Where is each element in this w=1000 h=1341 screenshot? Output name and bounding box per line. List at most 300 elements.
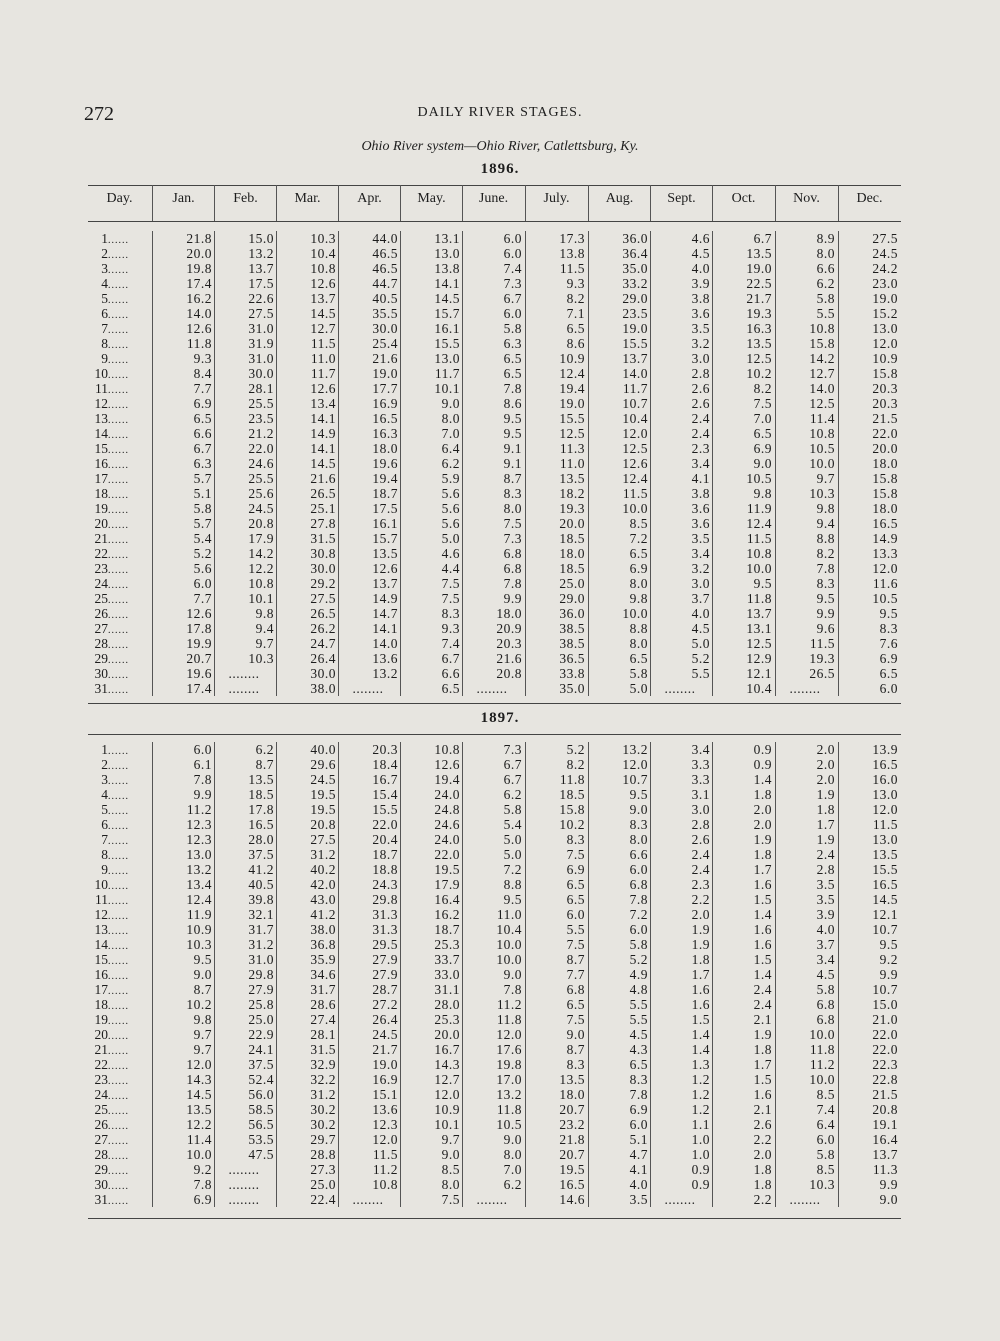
stage-value: 13.7 bbox=[872, 1147, 898, 1162]
stage-value: 2.4 bbox=[691, 411, 710, 426]
stage-value: 19.0 bbox=[622, 321, 648, 336]
stage-value: 10.7 bbox=[872, 922, 898, 937]
stage-value: 11.2 bbox=[496, 997, 522, 1012]
stage-value: 1.9 bbox=[816, 832, 835, 847]
stage-value: 1.7 bbox=[691, 967, 710, 982]
leader-dots: ...... bbox=[108, 866, 129, 877]
stage-value: 10.9 bbox=[434, 1102, 460, 1117]
stage-value: 7.8 bbox=[629, 1087, 648, 1102]
stage-value: 2.2 bbox=[753, 1192, 772, 1207]
leader-dots: ...... bbox=[108, 911, 129, 922]
stage-value: 21.0 bbox=[872, 1012, 898, 1027]
table-row bbox=[88, 501, 901, 516]
stage-value: 9.5 bbox=[629, 787, 648, 802]
stage-value: ........ bbox=[352, 681, 384, 696]
day-number: 22 bbox=[94, 1057, 108, 1072]
stage-value: 12.0 bbox=[496, 1027, 522, 1042]
stage-value: 9.3 bbox=[441, 621, 460, 636]
stage-value: 39.8 bbox=[248, 892, 274, 907]
stage-value: 10.0 bbox=[622, 606, 648, 621]
stage-value: 38.5 bbox=[559, 636, 585, 651]
stage-value: 9.7 bbox=[816, 471, 835, 486]
day-number: 14 bbox=[94, 426, 108, 441]
stage-value: 12.6 bbox=[372, 561, 398, 576]
day-number: 1 bbox=[101, 231, 108, 246]
stage-value: 7.8 bbox=[816, 561, 835, 576]
stage-value: 33.0 bbox=[434, 967, 460, 982]
stage-value: 5.8 bbox=[816, 982, 835, 997]
stage-value: 11.5 bbox=[622, 486, 648, 501]
stage-value: 3.4 bbox=[691, 456, 710, 471]
stage-value: 29.8 bbox=[248, 967, 274, 982]
stage-value: 10.1 bbox=[434, 381, 460, 396]
stage-value: 10.0 bbox=[622, 501, 648, 516]
stage-value: ........ bbox=[476, 1192, 508, 1207]
stage-value: ........ bbox=[352, 1192, 384, 1207]
stage-value: 10.3 bbox=[186, 937, 212, 952]
day-number: 27 bbox=[94, 1132, 108, 1147]
table-row bbox=[88, 336, 901, 351]
stage-value: 5.8 bbox=[629, 666, 648, 681]
day-number: 7 bbox=[101, 832, 108, 847]
day-number: 26 bbox=[94, 1117, 108, 1132]
stage-value: 1.5 bbox=[691, 1012, 710, 1027]
stage-value: 6.9 bbox=[566, 862, 585, 877]
stage-value: 15.7 bbox=[372, 531, 398, 546]
stage-value: 8.3 bbox=[503, 486, 522, 501]
leader-dots: ...... bbox=[108, 1016, 129, 1027]
stage-value: 26.4 bbox=[310, 651, 336, 666]
stage-value: 26.5 bbox=[809, 666, 835, 681]
stage-value: 15.0 bbox=[872, 997, 898, 1012]
stage-value: 12.0 bbox=[622, 426, 648, 441]
stage-value: 5.5 bbox=[816, 306, 835, 321]
table-row bbox=[88, 1012, 901, 1027]
stage-value: 20.8 bbox=[248, 516, 274, 531]
stage-value: 10.9 bbox=[186, 922, 212, 937]
stage-value: 2.3 bbox=[691, 441, 710, 456]
table-row bbox=[88, 982, 901, 997]
stage-value: 23.2 bbox=[559, 1117, 585, 1132]
leader-dots: ...... bbox=[108, 1166, 129, 1177]
table-row bbox=[88, 922, 901, 937]
stage-value: 9.8 bbox=[753, 486, 772, 501]
stage-value: 12.4 bbox=[622, 471, 648, 486]
stage-value: 16.9 bbox=[372, 1072, 398, 1087]
stage-value: 16.5 bbox=[248, 817, 274, 832]
stage-value: 27.9 bbox=[372, 967, 398, 982]
stage-value: 19.9 bbox=[186, 636, 212, 651]
stage-value: 4.5 bbox=[816, 967, 835, 982]
stage-value: 11.8 bbox=[746, 591, 772, 606]
stage-value: 2.8 bbox=[816, 862, 835, 877]
stage-value: 13.5 bbox=[746, 336, 772, 351]
stage-value: 21.6 bbox=[496, 651, 522, 666]
day-cell bbox=[88, 681, 148, 698]
stage-value: ........ bbox=[228, 1177, 260, 1192]
stage-value: 1.6 bbox=[753, 877, 772, 892]
day-number: 8 bbox=[101, 336, 108, 351]
day-number: 28 bbox=[94, 636, 108, 651]
stage-value: 7.5 bbox=[753, 396, 772, 411]
stage-value: 8.0 bbox=[441, 1177, 460, 1192]
stage-value: 17.4 bbox=[186, 276, 212, 291]
stage-value: 30.2 bbox=[310, 1102, 336, 1117]
leader-dots: ...... bbox=[108, 520, 129, 531]
stage-value: 18.5 bbox=[559, 787, 585, 802]
leader-dots: ...... bbox=[108, 340, 129, 351]
stage-value: 10.4 bbox=[496, 922, 522, 937]
stage-value: 4.5 bbox=[629, 1027, 648, 1042]
table-row bbox=[88, 411, 901, 426]
stage-value: 9.0 bbox=[879, 1192, 898, 1207]
stage-value: 40.5 bbox=[248, 877, 274, 892]
column-divider bbox=[838, 185, 839, 221]
stage-value: 14.0 bbox=[622, 366, 648, 381]
stage-value: 7.3 bbox=[503, 276, 522, 291]
stage-value: 35.9 bbox=[310, 952, 336, 967]
stage-value: 16.1 bbox=[372, 516, 398, 531]
stage-value: 31.2 bbox=[310, 847, 336, 862]
stage-value: 2.2 bbox=[691, 892, 710, 907]
leader-dots: ...... bbox=[108, 851, 129, 862]
stage-value: 5.6 bbox=[193, 561, 212, 576]
stage-value: 6.0 bbox=[629, 922, 648, 937]
stage-value: 7.8 bbox=[193, 1177, 212, 1192]
stage-value: 10.5 bbox=[809, 441, 835, 456]
stage-value: 6.3 bbox=[503, 336, 522, 351]
table-row bbox=[88, 606, 901, 621]
table-row bbox=[88, 1162, 901, 1177]
stage-value: 4.5 bbox=[691, 621, 710, 636]
stage-value: 5.0 bbox=[503, 832, 522, 847]
stage-value: 13.2 bbox=[248, 246, 274, 261]
stage-value: 18.0 bbox=[372, 441, 398, 456]
stage-value: 1.1 bbox=[691, 1117, 710, 1132]
stage-value: 18.5 bbox=[559, 531, 585, 546]
stage-value: 30.0 bbox=[310, 561, 336, 576]
stage-value: 46.5 bbox=[372, 261, 398, 276]
stage-value: 13.8 bbox=[559, 246, 585, 261]
day-number: 6 bbox=[101, 306, 108, 321]
leader-dots: ...... bbox=[108, 370, 129, 381]
stage-value: 19.4 bbox=[434, 772, 460, 787]
leader-dots: ...... bbox=[108, 310, 129, 321]
stage-value: 14.1 bbox=[434, 276, 460, 291]
stage-value: 8.3 bbox=[441, 606, 460, 621]
stage-value: 21.8 bbox=[559, 1132, 585, 1147]
stage-value: 7.5 bbox=[566, 1012, 585, 1027]
stage-value: 25.3 bbox=[434, 937, 460, 952]
stage-value: 15.5 bbox=[872, 862, 898, 877]
stage-value: 9.5 bbox=[503, 426, 522, 441]
stage-value: 16.2 bbox=[186, 291, 212, 306]
day-number: 20 bbox=[94, 1027, 108, 1042]
stage-value: 6.9 bbox=[193, 1192, 212, 1207]
stage-value: 2.1 bbox=[753, 1012, 772, 1027]
stage-value: 3.3 bbox=[691, 757, 710, 772]
day-number: 15 bbox=[94, 441, 108, 456]
stage-value: 6.7 bbox=[503, 757, 522, 772]
stage-value: 6.4 bbox=[816, 1117, 835, 1132]
stage-value: 1.5 bbox=[753, 892, 772, 907]
stage-value: 1.6 bbox=[753, 937, 772, 952]
stage-value: 10.2 bbox=[186, 997, 212, 1012]
stage-value: 7.8 bbox=[503, 576, 522, 591]
stage-value: 9.7 bbox=[441, 1132, 460, 1147]
stage-value: 19.5 bbox=[310, 802, 336, 817]
stage-value: 23.5 bbox=[248, 411, 274, 426]
stage-value: 1.6 bbox=[753, 1087, 772, 1102]
stage-value: 10.4 bbox=[746, 681, 772, 696]
stage-value: 19.5 bbox=[310, 787, 336, 802]
stage-value: 13.2 bbox=[496, 1087, 522, 1102]
table-row bbox=[88, 561, 901, 576]
table-row bbox=[88, 1042, 901, 1057]
leader-dots: ...... bbox=[108, 430, 129, 441]
leader-dots: ...... bbox=[108, 535, 129, 546]
stage-value: 12.6 bbox=[186, 321, 212, 336]
stage-value: 18.2 bbox=[559, 486, 585, 501]
stage-value: 8.2 bbox=[566, 757, 585, 772]
stage-value: 22.8 bbox=[872, 1072, 898, 1087]
stage-value: 2.3 bbox=[691, 877, 710, 892]
stage-value: 7.0 bbox=[503, 1162, 522, 1177]
stage-value: 6.0 bbox=[629, 862, 648, 877]
stage-value: 3.9 bbox=[816, 907, 835, 922]
stage-value: 2.0 bbox=[753, 817, 772, 832]
stage-value: 7.5 bbox=[566, 847, 585, 862]
stage-value: 20.9 bbox=[496, 621, 522, 636]
stage-value: 19.1 bbox=[872, 1117, 898, 1132]
leader-dots: ...... bbox=[108, 565, 129, 576]
stage-value: 15.8 bbox=[872, 366, 898, 381]
table-row bbox=[88, 516, 901, 531]
stage-value: 6.2 bbox=[503, 787, 522, 802]
stage-value: 18.8 bbox=[372, 862, 398, 877]
stage-value: 14.2 bbox=[809, 351, 835, 366]
stage-value: 20.8 bbox=[496, 666, 522, 681]
stage-value: 4.0 bbox=[629, 1177, 648, 1192]
stage-value: 7.5 bbox=[441, 591, 460, 606]
stage-value: 22.5 bbox=[746, 276, 772, 291]
column-header: Feb. bbox=[233, 191, 258, 206]
stage-value: 11.8 bbox=[496, 1012, 522, 1027]
stage-value: 44.0 bbox=[372, 231, 398, 246]
stage-value: 14.6 bbox=[559, 1192, 585, 1207]
stage-value: 12.5 bbox=[622, 441, 648, 456]
stage-value: 8.0 bbox=[503, 1147, 522, 1162]
leader-dots: ...... bbox=[108, 821, 129, 832]
stage-value: 8.4 bbox=[193, 366, 212, 381]
leader-dots: ...... bbox=[108, 550, 129, 561]
stage-value: 1.8 bbox=[691, 952, 710, 967]
stage-value: 17.6 bbox=[496, 1042, 522, 1057]
stage-value: 7.8 bbox=[503, 982, 522, 997]
stage-value: 1.8 bbox=[753, 1177, 772, 1192]
stage-value: 9.5 bbox=[193, 952, 212, 967]
stage-value: 6.0 bbox=[503, 246, 522, 261]
stage-value: 5.1 bbox=[193, 486, 212, 501]
stage-value: 13.4 bbox=[186, 877, 212, 892]
stage-value: 29.0 bbox=[622, 291, 648, 306]
stage-value: 30.0 bbox=[372, 321, 398, 336]
stage-value: 10.9 bbox=[559, 351, 585, 366]
day-number: 16 bbox=[94, 967, 108, 982]
stage-value: 25.8 bbox=[248, 997, 274, 1012]
stage-value: 7.2 bbox=[629, 907, 648, 922]
table-1897-top-rule bbox=[88, 734, 901, 735]
stage-value: 13.7 bbox=[746, 606, 772, 621]
stage-value: 12.3 bbox=[186, 817, 212, 832]
leader-dots: ...... bbox=[108, 986, 129, 997]
day-number: 11 bbox=[95, 381, 108, 396]
stage-value: 19.0 bbox=[872, 291, 898, 306]
stage-value: 30.0 bbox=[310, 666, 336, 681]
stage-value: 6.5 bbox=[566, 892, 585, 907]
leader-dots: ...... bbox=[108, 385, 129, 396]
stage-value: 2.8 bbox=[691, 817, 710, 832]
stage-value: 9.5 bbox=[753, 576, 772, 591]
stage-value: 16.0 bbox=[872, 772, 898, 787]
stage-value: 22.0 bbox=[872, 1042, 898, 1057]
stage-value: 5.8 bbox=[816, 291, 835, 306]
stage-value: 10.0 bbox=[496, 952, 522, 967]
stage-value: 8.3 bbox=[629, 1072, 648, 1087]
stage-value: 10.0 bbox=[746, 561, 772, 576]
leader-dots: ...... bbox=[108, 595, 129, 606]
stage-value: 3.2 bbox=[691, 336, 710, 351]
stage-value: 11.2 bbox=[372, 1162, 398, 1177]
stage-value: 10.3 bbox=[809, 486, 835, 501]
stage-value: 25.5 bbox=[248, 396, 274, 411]
table-row bbox=[88, 456, 901, 471]
stage-value: 9.5 bbox=[816, 591, 835, 606]
stage-value: 12.5 bbox=[809, 396, 835, 411]
stage-value: 24.6 bbox=[248, 456, 274, 471]
stage-value: 6.5 bbox=[441, 681, 460, 696]
stage-value: 4.8 bbox=[629, 982, 648, 997]
stage-value: 7.2 bbox=[503, 862, 522, 877]
stage-value: 8.2 bbox=[816, 546, 835, 561]
leader-dots: ...... bbox=[108, 445, 129, 456]
stage-value: 14.9 bbox=[872, 531, 898, 546]
table-row bbox=[88, 1057, 901, 1072]
table-row bbox=[88, 321, 901, 336]
stage-value: 22.0 bbox=[248, 441, 274, 456]
table-row bbox=[88, 997, 901, 1012]
stage-value: 43.0 bbox=[310, 892, 336, 907]
column-divider bbox=[400, 185, 401, 221]
stage-value: 12.7 bbox=[809, 366, 835, 381]
stage-value: 11.0 bbox=[496, 907, 522, 922]
stage-value: 9.3 bbox=[566, 276, 585, 291]
day-number: 13 bbox=[94, 411, 108, 426]
stage-value: 5.2 bbox=[566, 742, 585, 757]
stage-value: 9.8 bbox=[629, 591, 648, 606]
stage-value: 15.5 bbox=[559, 411, 585, 426]
leader-dots: ...... bbox=[108, 1061, 129, 1072]
stage-value: 18.0 bbox=[559, 1087, 585, 1102]
stage-value: 4.9 bbox=[629, 967, 648, 982]
day-number: 21 bbox=[94, 531, 108, 546]
stage-value: 1.4 bbox=[691, 1027, 710, 1042]
stage-value: 7.7 bbox=[193, 591, 212, 606]
stage-value: 1.9 bbox=[816, 787, 835, 802]
stage-value: 21.5 bbox=[872, 411, 898, 426]
stage-value: 12.0 bbox=[372, 1132, 398, 1147]
stage-value: 1.5 bbox=[753, 952, 772, 967]
stage-value: 13.2 bbox=[622, 742, 648, 757]
stage-value: 9.1 bbox=[503, 441, 522, 456]
stage-value: 2.0 bbox=[816, 772, 835, 787]
stage-value: 20.0 bbox=[186, 246, 212, 261]
day-number: 3 bbox=[101, 261, 108, 276]
stage-value: 24.6 bbox=[434, 817, 460, 832]
stage-value: 27.9 bbox=[248, 982, 274, 997]
stage-value: 3.5 bbox=[816, 892, 835, 907]
stage-value: 11.0 bbox=[559, 456, 585, 471]
stage-value: 20.3 bbox=[872, 381, 898, 396]
stage-value: ........ bbox=[228, 666, 260, 681]
day-number: 29 bbox=[94, 1162, 108, 1177]
day-number: 6 bbox=[101, 817, 108, 832]
stage-value: 9.2 bbox=[193, 1162, 212, 1177]
day-number: 30 bbox=[94, 666, 108, 681]
stage-value: 21.6 bbox=[372, 351, 398, 366]
stage-value: 10.9 bbox=[872, 351, 898, 366]
day-number: 24 bbox=[94, 576, 108, 591]
leader-dots: ...... bbox=[108, 881, 129, 892]
stage-value: 26.4 bbox=[372, 1012, 398, 1027]
stage-value: 38.0 bbox=[310, 681, 336, 696]
stage-value: 4.6 bbox=[441, 546, 460, 561]
day-number: 22 bbox=[94, 546, 108, 561]
stage-value: 11.4 bbox=[186, 1132, 212, 1147]
stage-value: 56.0 bbox=[248, 1087, 274, 1102]
stage-value: 5.0 bbox=[503, 847, 522, 862]
stage-value: 8.0 bbox=[629, 832, 648, 847]
stage-value: 1.7 bbox=[753, 1057, 772, 1072]
stage-value: 25.6 bbox=[248, 486, 274, 501]
table-row bbox=[88, 862, 901, 877]
table-row bbox=[88, 877, 901, 892]
stage-value: 12.7 bbox=[310, 321, 336, 336]
stage-value: 3.6 bbox=[691, 306, 710, 321]
stage-value: 27.5 bbox=[872, 231, 898, 246]
table-row bbox=[88, 261, 901, 276]
stage-value: 6.9 bbox=[629, 1102, 648, 1117]
stage-value: 9.6 bbox=[816, 621, 835, 636]
stage-value: 2.0 bbox=[816, 742, 835, 757]
stage-value: 6.7 bbox=[503, 291, 522, 306]
stage-value: 25.0 bbox=[248, 1012, 274, 1027]
stage-value: 14.1 bbox=[310, 411, 336, 426]
stage-value: 16.1 bbox=[434, 321, 460, 336]
stage-value: 14.0 bbox=[372, 636, 398, 651]
stage-value: 1.6 bbox=[691, 997, 710, 1012]
stage-value: 10.0 bbox=[809, 456, 835, 471]
stage-value: 1.2 bbox=[691, 1087, 710, 1102]
stage-value: 6.7 bbox=[503, 772, 522, 787]
header-bottom-rule bbox=[88, 221, 901, 222]
day-number: 12 bbox=[94, 907, 108, 922]
stage-value: 10.5 bbox=[872, 591, 898, 606]
stage-value: 10.8 bbox=[248, 576, 274, 591]
stage-value: 11.5 bbox=[746, 531, 772, 546]
stage-value: 5.7 bbox=[193, 471, 212, 486]
stage-value: 11.0 bbox=[310, 351, 336, 366]
